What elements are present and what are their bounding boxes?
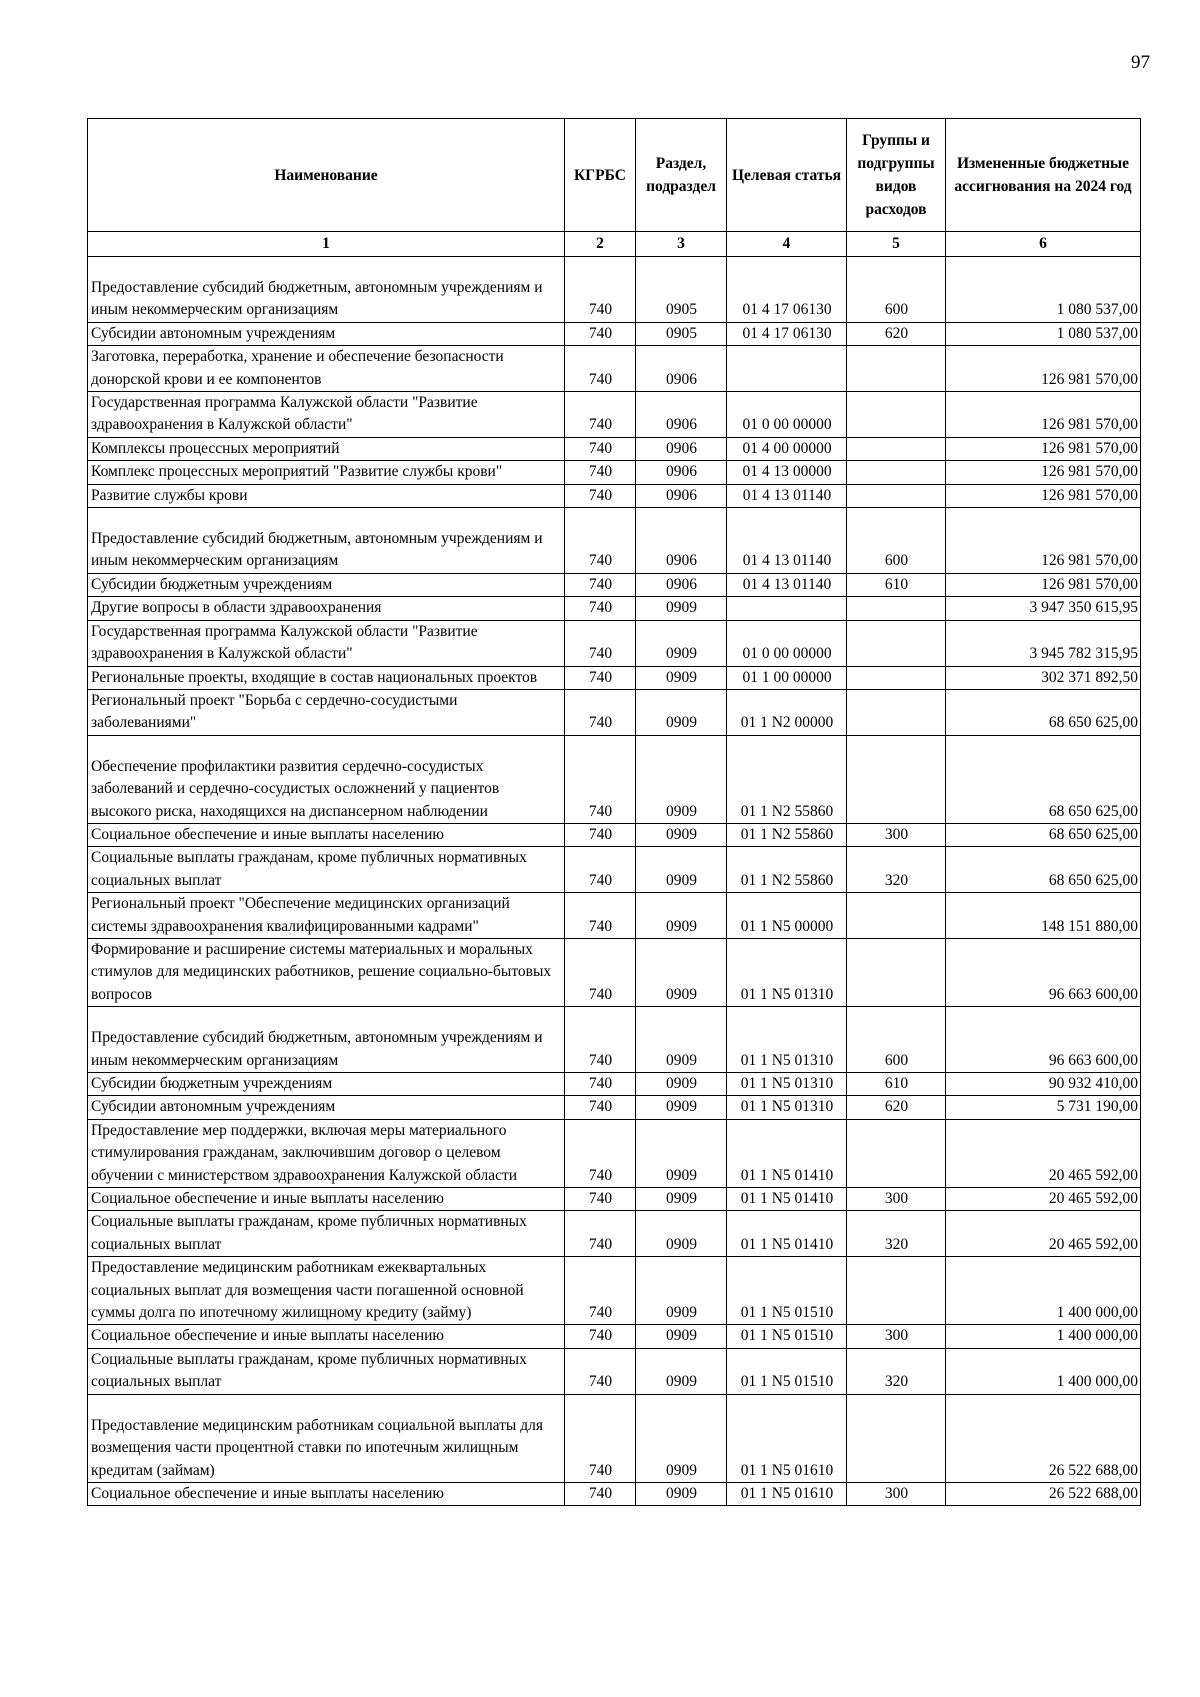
row-section: 0906: [636, 437, 727, 460]
row-name: Социальное обеспечение и иные выплаты населению: [88, 1482, 565, 1505]
row-section: 0906: [636, 392, 727, 438]
row-expense-group: 320: [847, 1211, 946, 1257]
row-expense-group: [847, 666, 946, 689]
row-kgrbs: 740: [565, 322, 636, 345]
row-expense-group: [847, 597, 946, 620]
row-name: Предоставление субсидий бюджетным, автономным учреждениям и иным некоммерческим организациям: [88, 257, 565, 323]
row-amount: 68 650 625,00: [946, 823, 1141, 846]
row-expense-group: [847, 346, 946, 392]
row-name: Предоставление субсидий бюджетным, автономным учреждениям и иным некоммерческим организациям: [88, 1007, 565, 1073]
row-kgrbs: 740: [565, 1257, 636, 1325]
table-row: [88, 257, 1141, 323]
row-amount: 1 400 000,00: [946, 1325, 1141, 1348]
row-section: 0909: [636, 666, 727, 689]
column-number: 1: [88, 232, 565, 257]
row-amount: 96 663 600,00: [946, 1007, 1141, 1073]
row-target-article: 01 1 N5 01310: [727, 1007, 847, 1073]
row-expense-group: 620: [847, 1096, 946, 1119]
row-expense-group: [847, 392, 946, 438]
table-row: [88, 1119, 1141, 1187]
row-name: Предоставление медицинским работникам социальной выплаты для возмещения части процентной ставки по ипотечным жилищным кредитам (займам): [88, 1394, 565, 1482]
table-header: [88, 119, 1141, 257]
row-amount: 26 522 688,00: [946, 1394, 1141, 1482]
column-number: 3: [636, 232, 727, 257]
row-name: Комплекс процессных мероприятий "Развитие службы крови": [88, 461, 565, 484]
row-amount: 126 981 570,00: [946, 392, 1141, 438]
table-row: [88, 1325, 1141, 1348]
table-row: [88, 735, 1141, 823]
row-name: Предоставление медицинским работникам ежеквартальных социальных выплат для возмещения части погашенной основной суммы долга по ипотечному жилищному кредиту (займу): [88, 1257, 565, 1325]
row-expense-group: [847, 735, 946, 823]
row-kgrbs: 740: [565, 1348, 636, 1394]
row-target-article: 01 4 17 06130: [727, 322, 847, 345]
row-target-article: 01 0 00 00000: [727, 620, 847, 666]
row-amount: 148 151 880,00: [946, 893, 1141, 939]
row-expense-group: [847, 1394, 946, 1482]
row-name: Формирование и расширение системы материальных и моральных стимулов для медицинских работников, решение социально-бытовых вопросов: [88, 938, 565, 1006]
row-amount: 3 945 782 315,95: [946, 620, 1141, 666]
row-kgrbs: 740: [565, 1482, 636, 1505]
table-body: [88, 257, 1141, 1506]
row-amount: 20 465 592,00: [946, 1188, 1141, 1211]
row-name: Государственная программа Калужской области "Развитие здравоохранения в Калужской области": [88, 620, 565, 666]
row-section: 0909: [636, 1257, 727, 1325]
row-expense-group: [847, 484, 946, 507]
row-amount: 3 947 350 615,95: [946, 597, 1141, 620]
row-kgrbs: 740: [565, 823, 636, 846]
table-row: [88, 392, 1141, 438]
table-row: [88, 346, 1141, 392]
table-row: [88, 1394, 1141, 1482]
row-expense-group: [847, 689, 946, 735]
row-kgrbs: 740: [565, 1394, 636, 1482]
row-name: Социальные выплаты гражданам, кроме публичных нормативных социальных выплат: [88, 847, 565, 893]
row-kgrbs: 740: [565, 735, 636, 823]
budget-table: [87, 118, 1141, 1506]
row-section: 0909: [636, 620, 727, 666]
row-amount: 90 932 410,00: [946, 1073, 1141, 1096]
row-kgrbs: 740: [565, 666, 636, 689]
row-target-article: 01 1 N5 01510: [727, 1325, 847, 1348]
row-amount: 96 663 600,00: [946, 938, 1141, 1006]
table-row: [88, 1073, 1141, 1096]
table-row: [88, 1257, 1141, 1325]
row-name: Социальное обеспечение и иные выплаты населению: [88, 1325, 565, 1348]
table-row: [88, 689, 1141, 735]
table-row: [88, 847, 1141, 893]
table-row: [88, 597, 1141, 620]
row-target-article: 01 1 N5 01410: [727, 1211, 847, 1257]
row-name: Субсидии автономным учреждениям: [88, 322, 565, 345]
row-amount: 126 981 570,00: [946, 573, 1141, 596]
row-section: 0906: [636, 508, 727, 574]
table-row: [88, 823, 1141, 846]
row-kgrbs: 740: [565, 1007, 636, 1073]
header-target-article: Целевая статья: [727, 119, 847, 232]
row-name: Субсидии бюджетным учреждениям: [88, 1073, 565, 1096]
row-amount: 68 650 625,00: [946, 847, 1141, 893]
row-name: Региональные проекты, входящие в состав национальных проектов: [88, 666, 565, 689]
row-kgrbs: 740: [565, 1096, 636, 1119]
table-row: [88, 1007, 1141, 1073]
row-expense-group: 300: [847, 1188, 946, 1211]
row-kgrbs: 740: [565, 573, 636, 596]
row-kgrbs: 740: [565, 257, 636, 323]
row-name: Социальное обеспечение и иные выплаты населению: [88, 1188, 565, 1211]
row-target-article: 01 4 13 00000: [727, 461, 847, 484]
header-section: Раздел, подраздел: [636, 119, 727, 232]
row-amount: 126 981 570,00: [946, 461, 1141, 484]
table-row: [88, 1348, 1141, 1394]
row-target-article: 01 4 17 06130: [727, 257, 847, 323]
row-section: 0906: [636, 346, 727, 392]
column-number-row: [88, 232, 1141, 257]
row-section: 0909: [636, 1188, 727, 1211]
table-row: [88, 893, 1141, 939]
row-name: Субсидии бюджетным учреждениям: [88, 573, 565, 596]
row-expense-group: 320: [847, 847, 946, 893]
table-row: [88, 573, 1141, 596]
table-row: [88, 1482, 1141, 1505]
row-expense-group: [847, 1119, 946, 1187]
row-section: 0909: [636, 1482, 727, 1505]
table-row: [88, 322, 1141, 345]
row-section: 0906: [636, 573, 727, 596]
table-row: [88, 938, 1141, 1006]
row-kgrbs: 740: [565, 893, 636, 939]
row-amount: 26 522 688,00: [946, 1482, 1141, 1505]
row-amount: 20 465 592,00: [946, 1211, 1141, 1257]
row-expense-group: 610: [847, 1073, 946, 1096]
row-kgrbs: 740: [565, 392, 636, 438]
row-expense-group: 320: [847, 1348, 946, 1394]
row-target-article: 01 1 N5 01310: [727, 1073, 847, 1096]
row-target-article: 01 1 00 00000: [727, 666, 847, 689]
row-target-article: 01 1 N2 00000: [727, 689, 847, 735]
row-kgrbs: 740: [565, 1119, 636, 1187]
row-expense-group: 300: [847, 823, 946, 846]
row-expense-group: 620: [847, 322, 946, 345]
page-number: 97: [1131, 52, 1150, 73]
table-row: [88, 484, 1141, 507]
column-number: 4: [727, 232, 847, 257]
row-kgrbs: 740: [565, 346, 636, 392]
row-kgrbs: 740: [565, 620, 636, 666]
table-row: [88, 666, 1141, 689]
row-section: 0909: [636, 1073, 727, 1096]
table-row: [88, 1096, 1141, 1119]
column-number: 2: [565, 232, 636, 257]
row-target-article: 01 0 00 00000: [727, 392, 847, 438]
header-expense-group: Группы и подгруппы видов расходов: [847, 119, 946, 232]
row-expense-group: 600: [847, 508, 946, 574]
row-target-article: 01 1 N5 01410: [727, 1188, 847, 1211]
row-target-article: 01 4 00 00000: [727, 437, 847, 460]
row-amount: 68 650 625,00: [946, 689, 1141, 735]
row-target-article: 01 1 N5 01410: [727, 1119, 847, 1187]
row-name: Социальные выплаты гражданам, кроме публичных нормативных социальных выплат: [88, 1211, 565, 1257]
header-amount: Измененные бюджетные ассигнования на 2024 год: [946, 119, 1141, 232]
row-target-article: 01 4 13 01140: [727, 508, 847, 574]
row-amount: 5 731 190,00: [946, 1096, 1141, 1119]
column-number: 5: [847, 232, 946, 257]
column-number: 6: [946, 232, 1141, 257]
row-amount: 1 400 000,00: [946, 1348, 1141, 1394]
row-name: Предоставление субсидий бюджетным, автономным учреждениям и иным некоммерческим организациям: [88, 508, 565, 574]
row-amount: 1 080 537,00: [946, 322, 1141, 345]
row-expense-group: [847, 1257, 946, 1325]
row-amount: 126 981 570,00: [946, 437, 1141, 460]
row-section: 0909: [636, 597, 727, 620]
row-kgrbs: 740: [565, 461, 636, 484]
row-target-article: 01 1 N5 01510: [727, 1257, 847, 1325]
row-section: 0909: [636, 893, 727, 939]
row-section: 0909: [636, 1119, 727, 1187]
row-target-article: 01 1 N2 55860: [727, 823, 847, 846]
row-name: Социальные выплаты гражданам, кроме публичных нормативных социальных выплат: [88, 1348, 565, 1394]
table-row: [88, 437, 1141, 460]
row-name: Региональный проект "Обеспечение медицинских организаций системы здравоохранения квалифицированными кадрами": [88, 893, 565, 939]
row-kgrbs: 740: [565, 1325, 636, 1348]
row-kgrbs: 740: [565, 484, 636, 507]
row-target-article: 01 1 N5 00000: [727, 893, 847, 939]
row-target-article: 01 1 N5 01510: [727, 1348, 847, 1394]
row-section: 0906: [636, 484, 727, 507]
row-kgrbs: 740: [565, 847, 636, 893]
row-target-article: 01 1 N5 01310: [727, 1096, 847, 1119]
row-target-article: 01 1 N5 01310: [727, 938, 847, 1006]
row-section: 0909: [636, 1211, 727, 1257]
row-name: Социальное обеспечение и иные выплаты населению: [88, 823, 565, 846]
row-section: 0905: [636, 257, 727, 323]
row-section: 0909: [636, 1096, 727, 1119]
row-section: 0909: [636, 938, 727, 1006]
row-name: Развитие службы крови: [88, 484, 565, 507]
row-section: 0909: [636, 823, 727, 846]
row-name: Обеспечение профилактики развития сердечно-сосудистых заболеваний и сердечно-сосудистых осложнений у пациентов высокого риска, находящихся на диспансерном наблюдении: [88, 735, 565, 823]
row-expense-group: 300: [847, 1325, 946, 1348]
row-section: 0909: [636, 847, 727, 893]
table-row: [88, 620, 1141, 666]
row-amount: 126 981 570,00: [946, 508, 1141, 574]
row-expense-group: [847, 461, 946, 484]
row-section: 0909: [636, 1394, 727, 1482]
row-amount: 126 981 570,00: [946, 346, 1141, 392]
row-section: 0909: [636, 689, 727, 735]
row-name: Заготовка, переработка, хранение и обеспечение безопасности донорской крови и ее компонентов: [88, 346, 565, 392]
row-target-article: [727, 597, 847, 620]
row-kgrbs: 740: [565, 689, 636, 735]
row-target-article: [727, 346, 847, 392]
row-kgrbs: 740: [565, 437, 636, 460]
table-row: [88, 1188, 1141, 1211]
header-name: Наименование: [88, 119, 565, 232]
row-name: Субсидии автономным учреждениям: [88, 1096, 565, 1119]
row-amount: 1 400 000,00: [946, 1257, 1141, 1325]
row-amount: 20 465 592,00: [946, 1119, 1141, 1187]
row-target-article: 01 1 N5 01610: [727, 1394, 847, 1482]
row-section: 0909: [636, 735, 727, 823]
row-target-article: 01 1 N5 01610: [727, 1482, 847, 1505]
row-expense-group: 600: [847, 1007, 946, 1073]
header-row: [88, 119, 1141, 232]
row-name: Комплексы процессных мероприятий: [88, 437, 565, 460]
row-expense-group: [847, 938, 946, 1006]
row-section: 0909: [636, 1007, 727, 1073]
row-target-article: 01 4 13 01140: [727, 484, 847, 507]
table-row: [88, 508, 1141, 574]
row-kgrbs: 740: [565, 1211, 636, 1257]
row-kgrbs: 740: [565, 597, 636, 620]
row-section: 0905: [636, 322, 727, 345]
row-kgrbs: 740: [565, 1073, 636, 1096]
table-row: [88, 1211, 1141, 1257]
row-expense-group: [847, 437, 946, 460]
row-name: Государственная программа Калужской области "Развитие здравоохранения в Калужской области": [88, 392, 565, 438]
row-section: 0909: [636, 1325, 727, 1348]
row-section: 0909: [636, 1348, 727, 1394]
row-target-article: 01 1 N2 55860: [727, 847, 847, 893]
row-expense-group: 300: [847, 1482, 946, 1505]
row-section: 0906: [636, 461, 727, 484]
row-kgrbs: 740: [565, 1188, 636, 1211]
row-amount: 1 080 537,00: [946, 257, 1141, 323]
row-kgrbs: 740: [565, 508, 636, 574]
table-row: [88, 461, 1141, 484]
row-kgrbs: 740: [565, 938, 636, 1006]
row-name: Региональный проект "Борьба с сердечно-сосудистыми заболеваниями": [88, 689, 565, 735]
row-expense-group: [847, 893, 946, 939]
row-expense-group: 600: [847, 257, 946, 323]
row-amount: 126 981 570,00: [946, 484, 1141, 507]
row-name: Предоставление мер поддержки, включая меры материального стимулирования гражданам, заключившим договор о целевом обучении с министерством здравоохранения Калужской области: [88, 1119, 565, 1187]
row-target-article: 01 1 N2 55860: [727, 735, 847, 823]
row-amount: 68 650 625,00: [946, 735, 1141, 823]
row-amount: 302 371 892,50: [946, 666, 1141, 689]
row-expense-group: 610: [847, 573, 946, 596]
row-expense-group: [847, 620, 946, 666]
row-target-article: 01 4 13 01140: [727, 573, 847, 596]
header-kgrbs: КГРБС: [565, 119, 636, 232]
row-name: Другие вопросы в области здравоохранения: [88, 597, 565, 620]
